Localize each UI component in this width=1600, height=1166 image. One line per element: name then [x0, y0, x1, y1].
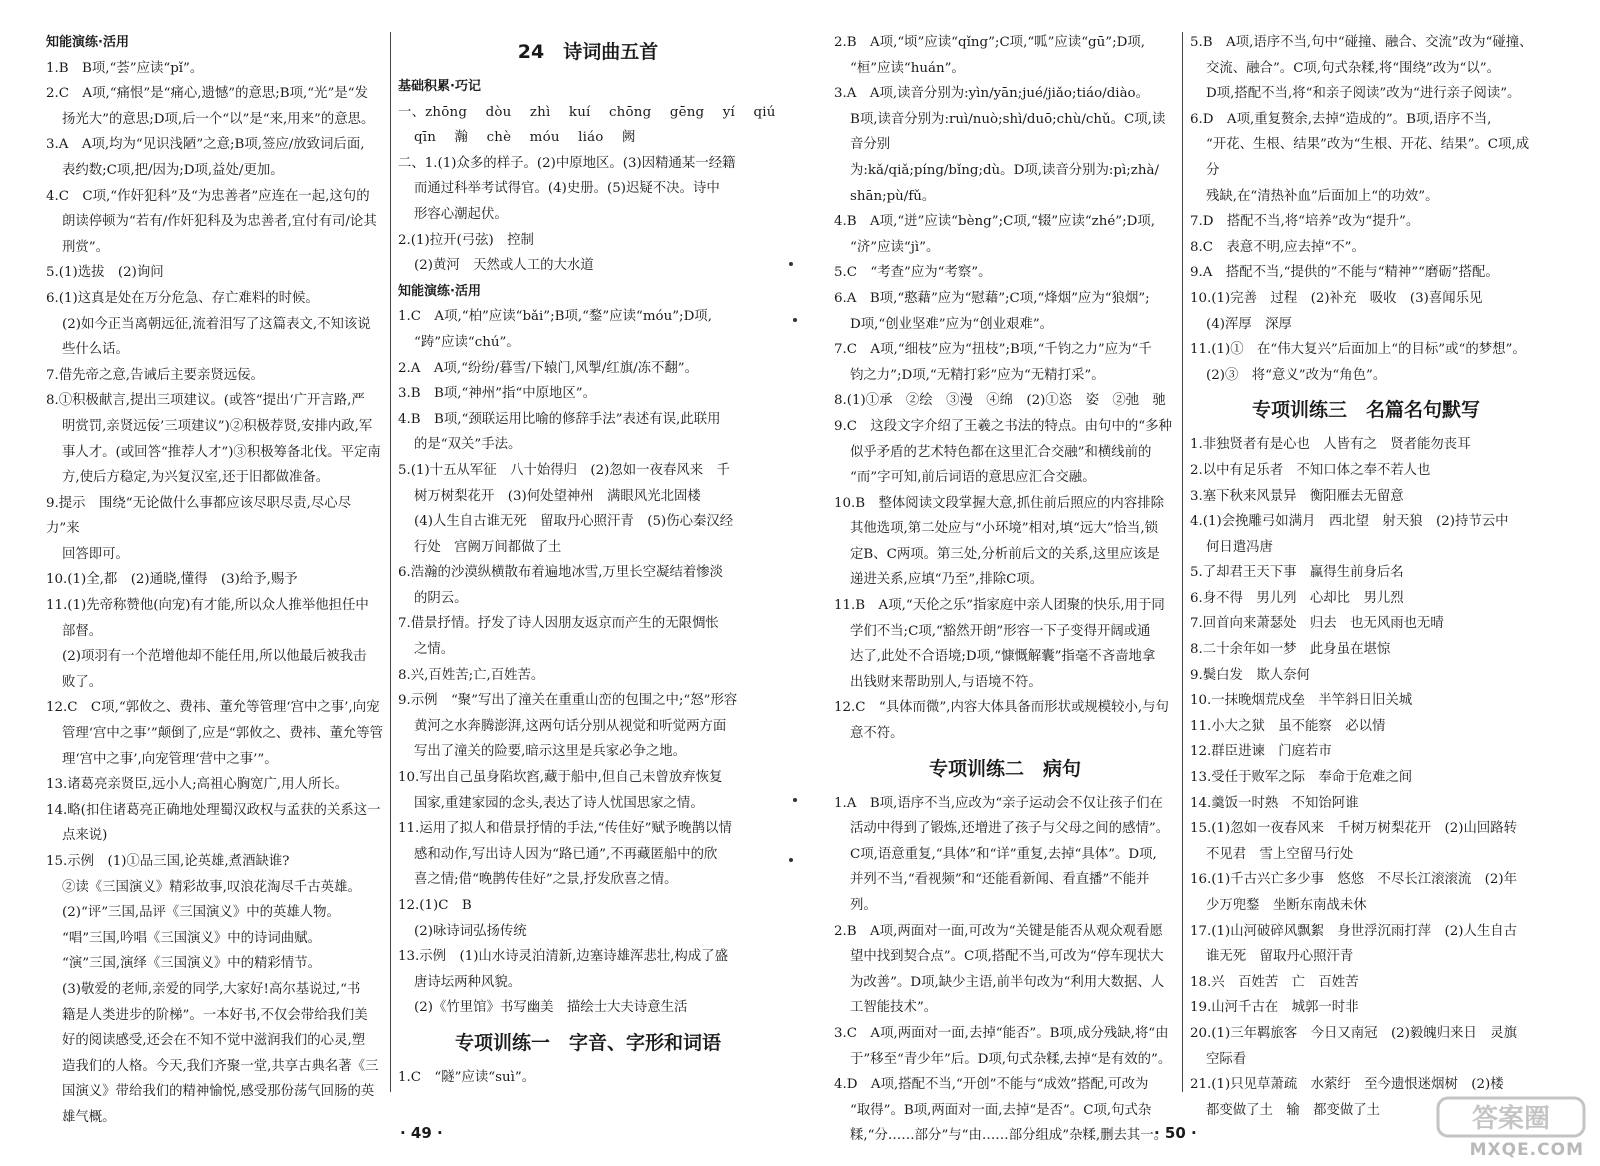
answer-line: 为:kǎ/qiǎ;píng/bǐng;dù。D项,读音分别为:pì;zhà/ [850, 162, 1159, 178]
answer-line: 点来说) [62, 828, 108, 844]
answer-line: 出钱财来帮助别人,与语境不符。 [850, 674, 1042, 690]
answer-line: 并列不当,“看视频”和“还能看新闻、看直播”不能并列。 [850, 872, 1150, 913]
answer-line: 4.(1)会挽雕弓如满月 西北望 射天狼 (2)持节云中 [1190, 514, 1509, 530]
section-title: 专项训练一 字音、字形和词语 [454, 1031, 721, 1054]
answer-line: 何日遣冯唐 [1206, 539, 1273, 555]
answer-line: 8.C 表意不明,应去掉“不”。 [1190, 239, 1365, 255]
answer-line: 望中找到契合点”。C项,搭配不当,可改为“停车现状大 [850, 949, 1164, 965]
answer-line: 感和动作,写出诗人因为“路已通”,不再藏匿船中的欣 [414, 846, 718, 862]
answer-line: 国演义》带给我们的精神愉悦,感受那份荡气回肠的英 [62, 1084, 375, 1100]
answer-line: 11.(1)先帝称赞他(向宠)有才能,所以众人推举他担任中 [46, 598, 369, 614]
answer-line: 唐诗坛两种风貌。 [414, 974, 522, 990]
answer-line: 2.C A项,“痛恨”是“痛心,遗憾”的意思;B项,“光”是“发 [46, 86, 368, 102]
answer-line: “唱”三国,吟唱《三国演义》中的诗词曲赋。 [62, 930, 321, 946]
answer-line: 而通过科举考试得官。(4)史册。(5)迟疑不决。诗中 [414, 181, 720, 197]
answer-line: 17.(1)山河破碎风飘絮 身世浮沉雨打萍 (2)人生自古 [1190, 923, 1518, 939]
answer-line: 13.受任于败军之际 奉命于危难之间 [1190, 770, 1413, 786]
answer-line: 11.B A项,“天伦之乐”指家庭中亲人团聚的快乐,用于同 [834, 598, 1165, 614]
answer-line: 3.B B项,“神州”指“中原地区”。 [398, 386, 597, 402]
answer-line: 9.提示 围绕“无论做什么事都应该尽职尽责,尽心尽力”来 [46, 495, 352, 537]
answer-line: 10.(1)全,都 (2)通晓,懂得 (3)给予,赐予 [46, 572, 298, 588]
answer-line: (3)敬爱的老师,亲爱的同学,大家好!高尔基说过,“书 [62, 981, 361, 997]
answer-line: 黄河之水奔腾澎湃,这两句话分别从视觉和听觉两方面 [414, 718, 727, 734]
answer-line: 行处 宫阙万间都做了土 [414, 539, 562, 555]
answer-line: 14.羹饭一时熟 不知饴阿谁 [1190, 795, 1359, 811]
answer-line: 雄气概。 [62, 1109, 116, 1125]
answer-line: 10.写出自己虽身陷坎窞,藏于船中,但自己未曾放弃恢复 [398, 770, 723, 786]
answer-line: (4)浑厚 深厚 [1206, 316, 1292, 332]
answer-line: 12.C “具体而微”,内容大体具备而形状或规模较小,与句 [834, 700, 1169, 716]
answer-line: 6.A B项,“憨藉”应为“慰藉”;C项,“烽烟”应为“狼烟”; [834, 290, 1150, 306]
answer-line: 明赏罚,亲贤远佞’三项建议”)②积极荐贤,安排内政,军 [62, 418, 373, 434]
answer-line: 方,使后方稳定,为兴复汉室,还于旧都做准备。 [62, 470, 330, 486]
answer-line: 2.B A项,两面对一面,可改为“关键是能否从观众观看愿 [834, 923, 1163, 939]
answer-line: 二、1.(1)众多的样子。(2)中原地区。(3)因精通某一经籍 [398, 155, 736, 171]
answer-line: 管理‘宫中之事’”颠倒了,应是“郭攸之、费祎、董允等管 [62, 726, 384, 742]
answer-line: (2)黄河 天然或人工的大水道 [414, 258, 594, 274]
answer-line: 14.略(扣住诸葛亮正确地处理蜀汉政权与孟获的关系这一 [46, 802, 381, 818]
answer-line: 15.示例 (1)①品三国,论英雄,煮酒缺谁? [46, 854, 290, 869]
answer-line: 一、zhōng dòu zhì kuí chōng gēng yí qiú [398, 104, 776, 120]
answer-line: “取得”。B项,两面对一面,去掉“是否”。C项,句式杂 [850, 1102, 1152, 1118]
answer-line: 7.借景抒情。抒发了诗人因朋友返京而产生的无限惆怅 [398, 616, 719, 632]
watermark-logo-text: 答案圈 [1471, 1104, 1551, 1134]
answer-line: 的阴云。 [414, 590, 468, 606]
answer-line: 3.A A项,均为“见识浅陋”之意;B项,签应/放致词后面, [46, 137, 365, 153]
answer-line: 4.D A项,搭配不当,“开创”不能与“成效”搭配,可改为 [834, 1077, 1149, 1093]
answer-line: 6.D A项,重复赘余,去掉“造成的”。B项,语序不当, [1190, 111, 1492, 127]
answer-line: (2)“评”三国,品评《三国演义》中的英雄人物。 [62, 905, 340, 921]
answer-line: 1.B B项,“荟”应读“pǐ”。 [46, 60, 204, 76]
answer-line: (2)项羽有一个范增他却不能任用,所以他最后被我击 [62, 649, 367, 665]
answer-line: 12.C C项,“郭攸之、费祎、董允等管理‘宫中之事’,向宠 [46, 700, 380, 716]
answer-line: 都变做了土 输 都变做了土 [1206, 1102, 1381, 1118]
section-title: 专项训练二 病句 [928, 757, 1081, 780]
answer-line: (4)人生自古谁无死 留取丹心照汗青 (5)伤心秦汉经 [414, 514, 734, 530]
answer-line: 造我们的人格。今天,我们齐聚一堂,共享古典名著《三 [62, 1058, 379, 1074]
answer-line: 13.诸葛亮亲贤臣,远小人;高祖心胸宽广,用人所长。 [46, 777, 349, 793]
answer-line: 3.C A项,两面对一面,去掉“能否”。B项,成分残缺,将“由 [834, 1025, 1169, 1041]
answer-line: 6.(1)这真是处在万分危急、存亡难料的时候。 [46, 290, 319, 306]
answer-line: 5.B A项,语序不当,句中“碰撞、融合、交流”改为“碰撞、 [1190, 35, 1533, 50]
answer-line: 3.A A项,读音分别为:yìn/yān;jué/jiǎo;tiáo/diào。 [834, 86, 1149, 102]
answer-line: 的是“双关”手法。 [414, 437, 522, 453]
answer-line: 8.兴,百姓苦;亡,百姓苦。 [398, 667, 545, 683]
column-1 [46, 30, 384, 1131]
answer-line: 3.塞下秋来风景异 衡阳雁去无留意 [1190, 488, 1404, 504]
answer-line: (2)③ 将“意义”改为“角色”。 [1206, 367, 1387, 383]
answer-line: 部督。 [62, 623, 103, 639]
answer-line: 1.A B项,语序不当,应改为“亲子运动会不仅让孩子们在 [834, 795, 1163, 811]
answer-line: 7.借先帝之意,告诫后主要亲贤远佞。 [46, 367, 264, 383]
answer-line: “演”三国,演绎《三国演义》中的精彩情节。 [62, 956, 321, 972]
answer-line: 13.示例 (1)山水诗灵泊清新,边塞诗雄浑悲壮,构成了盛 [398, 949, 728, 965]
answer-line: 之情。 [414, 642, 455, 658]
answer-line: 似乎矛盾的艺术特色都在这里汇合交融”和横线前的 [850, 444, 1152, 460]
answer-line: 败了。 [62, 674, 103, 690]
answer-line: 9.A 搭配不当,“提供的”不能与“精神”“磨砺”搭配。 [1190, 265, 1499, 281]
answer-line: 树万树梨花开 (3)何处望神州 满眼风光北固楼 [414, 488, 701, 504]
answer-line: 9.示例 “聚”写出了潼关在重重山峦的包围之中;“怒”形容 [398, 693, 738, 709]
answer-line: 8.①积极献言,提出三项建议。(或答“提出‘广开言路,严 [46, 393, 365, 409]
answer-line: 表约数;C项,把/因为;D项,益处/更加。 [62, 162, 284, 178]
answer-line: 10.(1)完善 过程 (2)补充 吸收 (3)喜闻乐见 [1190, 290, 1483, 306]
answer-line: 18.兴 百姓苦 亡 百姓苦 [1190, 974, 1359, 990]
answer-line: 6.浩瀚的沙漠纵横散布着遍地冰雪,万里长空凝结着惨淡 [398, 565, 724, 581]
answer-line: 为改善”。D项,缺少主语,前半句改为“利用大数据、人 [850, 974, 1165, 990]
answer-line: 1.C “隧”应读“suì”。 [398, 1069, 536, 1085]
answer-line: (2)如今正当离朝远征,流着泪写了这篇表文,不知该说 [62, 316, 371, 332]
answer-line: 工智能技术”。 [850, 1000, 938, 1016]
answer-line: 5.了却君王天下事 赢得生前身后名 [1190, 565, 1404, 581]
answer-line: 20.(1)三年羁旅客 今日又南冠 (2)毅魄归来日 灵旗 [1190, 1025, 1518, 1041]
section-heading: 基础积累·巧记 [398, 79, 481, 94]
answer-line: D项,“创业坚难”应为“创业艰难”。 [850, 316, 1054, 332]
answer-line: 11.小大之狱 虽不能察 必以情 [1190, 718, 1386, 734]
answer-line: 事人才。(或回答“推荐人才”)③积极筹备北伐。平定南 [62, 444, 381, 460]
answer-line: shān;pù/fǔ。 [850, 188, 936, 204]
answer-line: 4.C C项,“作奸犯科”及“为忠善者”应连在一起,这句的 [46, 188, 370, 204]
answer-line: 9.C 这段文字介绍了王羲之书法的特点。由句中的“多种 [834, 418, 1172, 434]
binding-dot [793, 798, 797, 802]
answer-line: 残缺,在“清热补血”后面加上“的功效”。 [1206, 188, 1439, 204]
answer-line: “桓”应读“huán”。 [850, 60, 965, 76]
answer-line: 喜之情;借“晚鹊传佳好”之景,抒发欣喜之情。 [414, 872, 678, 888]
answer-line: 递进关系,应填“乃至”,排除C项。 [850, 572, 1044, 588]
answer-line: 10.B 整体阅读文段掌握大意,抓住前后照应的内容排除 [834, 495, 1164, 511]
answer-line: “济”应读“jì”。 [850, 239, 940, 255]
column-4 [1190, 30, 1542, 1123]
answer-line: 5.(1)选拔 (2)询问 [46, 265, 164, 281]
answer-line: 活动中得到了锻炼,还增进了孩子与父母之间的感情”。 [850, 821, 1170, 837]
column-3 [834, 30, 1176, 1149]
section-heading: 知能演练·活用 [46, 35, 129, 50]
column-divider-right [1182, 32, 1183, 1092]
answer-line: 12.群臣进谏 门庭若市 [1190, 744, 1332, 760]
answer-line: 16.(1)千古兴亡多少事 悠悠 不尽长江滚滚流 (2)年 [1190, 872, 1518, 888]
answer-line: 回答即可。 [62, 546, 129, 562]
page-number-right: · 50 · [1154, 1124, 1197, 1142]
answer-line: 交流、融合”。C项,句式杂糅,将“围绕”改为“以”。 [1206, 60, 1501, 76]
answer-line: 于”移至“青少年”后。D项,句式杂糅,去掉“是有效的”。 [850, 1051, 1172, 1067]
answer-line: 不见君 雪上空留马行处 [1206, 846, 1354, 862]
answer-line: 学们不当;C项,“豁然开朗”形容一下子变得开阔或通 [850, 623, 1151, 639]
binding-dot [789, 262, 793, 266]
answer-line: ②读《三国演义》精彩故事,叹浪花淘尽千古英雄。 [62, 879, 361, 895]
answer-line: “开花、生根、结果”改为“生根、开花、结果”。C项,成分 [1206, 137, 1530, 178]
answer-line: 理‘宫中之事’,向宠管理‘营中之事’”。 [62, 751, 278, 767]
answer-line: 国家,重建家园的念头,表达了诗人忧国思家之情。 [414, 795, 704, 811]
answer-line: 意不符。 [850, 726, 904, 742]
answer-line: 写出了潼关的险要,暗示这里是兵家必争之地。 [414, 744, 687, 760]
answer-line: 扬光大”的意思;D项,后一个“以”是“来,用来”的意思。 [62, 111, 375, 127]
answer-line: 些什么话。 [62, 342, 129, 358]
answer-line: “踌”应读“chú”。 [414, 334, 520, 350]
answer-line: 5.C “考查”应为“考察”。 [834, 265, 992, 281]
answer-line: 钧之力”;D项,“无精打彩”应为“无精打采”。 [850, 367, 1105, 383]
column-divider-left [390, 32, 391, 1092]
answer-line: 定B、C两项。第三处,分析前后文的关系,这里应该是 [850, 546, 1160, 562]
answer-line: 6.身不得 男儿列 心却比 男儿烈 [1190, 590, 1404, 606]
answer-line: 其他选项,第二处应与“小环境”相对,填“远大”恰当,锁 [850, 521, 1158, 537]
answer-line: 1.非独贤者有是心也 人皆有之 贤者能勿丧耳 [1190, 437, 1471, 453]
answer-line: 11.运用了拟人和借景抒情的手法,“传佳好”赋予晚鹊以情 [398, 821, 732, 837]
page-number-left: · 49 · [400, 1124, 443, 1142]
answer-line: 7.回首向来萧瑟处 归去 也无风雨也无晴 [1190, 616, 1444, 632]
answer-line: 少万兜鍪 坐断东南战未休 [1206, 898, 1367, 913]
answer-line: (2)咏诗词弘扬传统 [414, 923, 527, 939]
answer-line: 4.B B项,“颈联运用比喻的修辞手法”表述有误,此联用 [398, 411, 721, 427]
answer-line: 空际看 [1206, 1051, 1247, 1067]
answer-line: 籍是人类进步的阶梯”。一本好书,不仅会带给我们美 [62, 1007, 368, 1023]
answer-line: 谁无死 留取丹心照汗青 [1206, 949, 1354, 965]
answer-line: (2)《竹里馆》书写幽美 描绘士大夫诗意生活 [414, 1000, 688, 1016]
answer-line: 4.B A项,“迸”应读“bèng”;C项,“辍”应读“zhé”;D项, [834, 214, 1156, 230]
answer-line: 7.D 搭配不当,将“培养”改为“提升”。 [1190, 214, 1420, 230]
answer-line: 达了,此处不合语境;D项,“慷慨解囊”指毫不吝啬地拿 [850, 649, 1156, 665]
answer-line: qīn 瀚 chè móu liáo 阙 [414, 130, 636, 146]
answer-line: B项,读音分别为:ruì/nuò;shì/duō;chù/chǔ。C项,读音分别 [850, 111, 1166, 153]
answer-line: 11.(1)① 在“伟大复兴”后面加上“的目标”或“的梦想”。 [1190, 342, 1526, 358]
section-heading: 知能演练·活用 [398, 283, 481, 299]
answer-line: 1.C A项,“柏”应读“bǎi”;B项,“鍪”应读“móu”;D项, [398, 309, 712, 325]
answer-line: 2.以中有足乐者 不知口体之奉不若人也 [1190, 462, 1431, 478]
answer-line: C项,语意重复,“具体”和“详”重复,去掉“具体”。D项, [850, 846, 1157, 862]
answer-line: “而”字可知,前后词语的意思应汇合交融。 [850, 470, 1096, 486]
answer-line: 2.A A项,“纷纷/暮雪/下辕门,风掣/红旗/冻不翻”。 [398, 360, 699, 376]
answer-line: 8.(1)①承 ②绘 ③漫 ④绵 (2)①恣 姿 ②弛 驰 [834, 393, 1166, 409]
answer-line: 刑赏”。 [62, 239, 110, 255]
column-2 [398, 30, 778, 1091]
answer-line: 19.山河千古在 城郭一时非 [1190, 1000, 1359, 1016]
answer-line: 9.鬓白发 欺人奈何 [1190, 667, 1310, 683]
answer-line: 5.(1)十五从军征 八十始得归 (2)忽如一夜春风来 千 [398, 462, 730, 478]
answer-line: 12.(1)C B [398, 898, 472, 913]
binding-dot [793, 318, 797, 322]
section-title: 24 诗词曲五首 [517, 41, 659, 63]
answer-line: 15.(1)忽如一夜春风来 千树万树梨花开 (2)山回路转 [1190, 821, 1518, 837]
answer-line: 7.C A项,“细枝”应为“扭枝”;B项,“千钧之力”应为“千 [834, 342, 1152, 358]
answer-line: 形容心潮起伏。 [414, 206, 508, 222]
answer-line: 朗读停顿为“若有/作奸犯科及为忠善者,宜付有司/论其 [62, 214, 377, 230]
answer-line: 2.B A项,“顷”应读“qǐng”;C项,“呱”应读“gū”;D项, [834, 35, 1145, 50]
answer-line: 糅,“分……部分”与“由……部分组成”杂糅,删去其一。 [850, 1128, 1168, 1144]
answer-line: 好的阅读感受,还会在不知不觉中滋润我们的心灵,塑 [62, 1033, 366, 1049]
binding-dot [789, 858, 793, 862]
answer-line: 2.(1)拉开(弓弦) 控制 [398, 232, 534, 248]
watermark-url: MXQE.COM [1469, 1140, 1584, 1160]
answer-line: 10.一抹晚烟荒戍垒 半竿斜日旧关城 [1190, 693, 1413, 709]
answer-line: 21.(1)只见草萧疏 水萦纡 至今遗恨迷烟树 (2)楼 [1190, 1077, 1504, 1093]
section-title: 专项训练三 名篇名句默写 [1251, 399, 1480, 422]
answer-line: D项,搭配不当,将“和亲子阅读”改为“进行亲子阅读”。 [1206, 86, 1521, 102]
answer-line: 8.二十余年如一梦 此身虽在堪惊 [1190, 642, 1391, 658]
